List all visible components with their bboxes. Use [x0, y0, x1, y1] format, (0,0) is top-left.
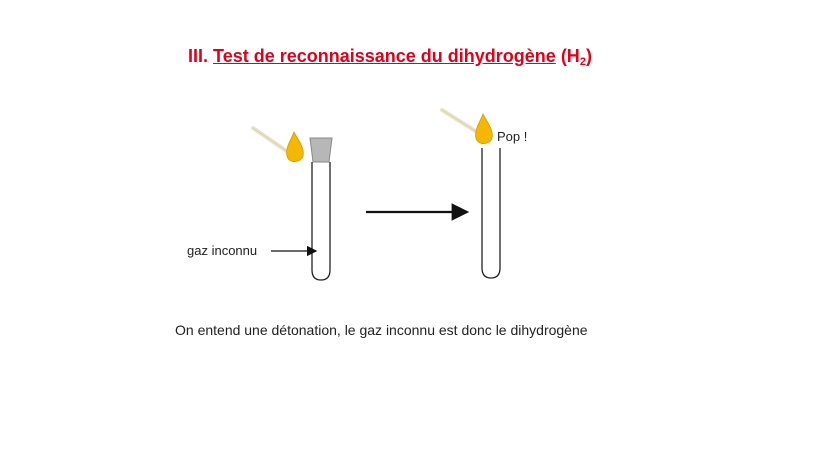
title-main: Test de reconnaissance du dihydrogène	[213, 46, 556, 66]
right-test-tube	[482, 148, 500, 278]
conclusion-text: On entend une détonation, le gaz inconnu est donc le dihydrogène	[175, 322, 588, 338]
right-flame-icon	[476, 114, 493, 144]
left-test-tube	[312, 162, 330, 280]
gas-label: gaz inconnu	[187, 243, 258, 258]
title-numbering: III.	[188, 46, 209, 66]
pop-label: Pop !	[497, 129, 528, 144]
left-match	[253, 128, 303, 162]
title-formula: $(H_2)$	[560, 46, 592, 68]
right-match	[442, 110, 492, 144]
left-stopper	[310, 138, 332, 162]
left-flame-icon	[287, 132, 304, 162]
